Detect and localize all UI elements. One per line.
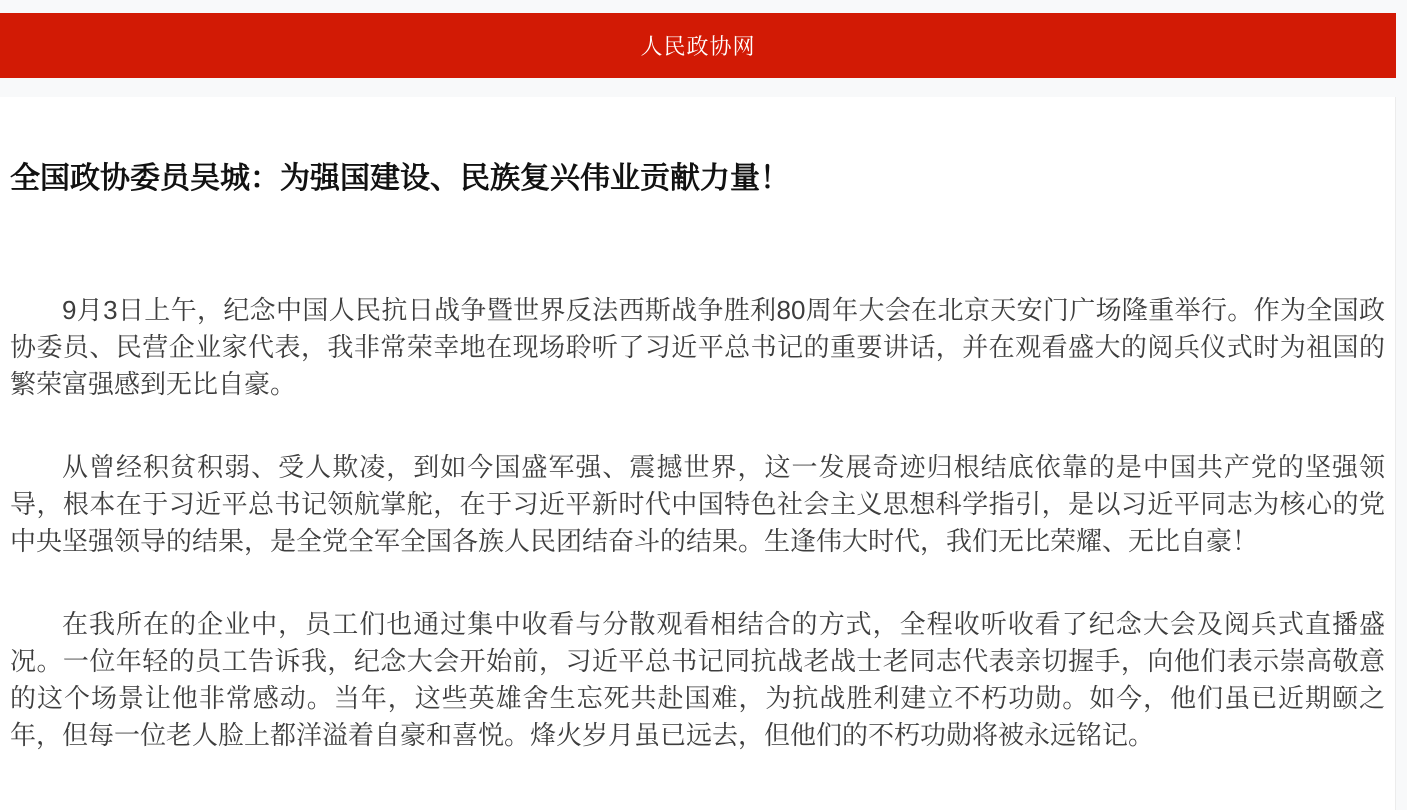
article-title: 全国政协委员吴城：为强国建设、民族复兴伟业贡献力量！ <box>10 162 790 195</box>
header-spacer <box>0 78 1396 97</box>
article-paragraph-1: 9月3日上午，纪念中国人民抗日战争暨世界反法西斯战争胜利80周年大会在北京天安门广场隆重举行。作为全国政协委员、民营企业家代表，我非常荣幸地在现场聆听了习近平总书记的重要讲话，并在观看盛大的阅兵仪式时为祖国的繁荣富强感到无比自豪。 <box>10 295 1385 399</box>
article-content <box>0 97 1396 810</box>
article-paragraph-3: 在我所在的企业中，员工们也通过集中收看与分散观看相结合的方式，全程收听收看了纪念大会及阅兵式直播盛况。一位年轻的员工告诉我，纪念大会开始前，习近平总书记同抗战老战士老同志代表亲切握手，向他们表示崇高敬意的这个场景让他非常感动。当年，这些英雄舍生忘死共赴国难，为抗战胜利建立不朽功勋。如今，他们虽已近期颐之年，但每一位老人脸上都洋溢着自豪和喜悦。烽火岁月虽已远去，但他们的不朽功勋将被永远铭记。 <box>10 609 1385 750</box>
site-name: 人民政协网 <box>640 34 756 59</box>
top-spacer <box>0 0 1396 13</box>
article-paragraph-2: 从曾经积贫积弱、受人欺凌，到如今国盛军强、震撼世界，这一发展奇迹归根结底依靠的是中国共产党的坚强领导，根本在于习近平总书记领航掌舵，在于习近平新时代中国特色社会主义思想科学指引，是以习近平同志为核心的党中央坚强领导的结果，是全党全军全国各族人民团结奋斗的结果。生逢伟大时代，我们无比荣耀、无比自豪！ <box>10 452 1385 556</box>
article-body <box>10 292 1385 754</box>
page-right-edge <box>1396 0 1407 810</box>
site-header <box>0 13 1396 78</box>
